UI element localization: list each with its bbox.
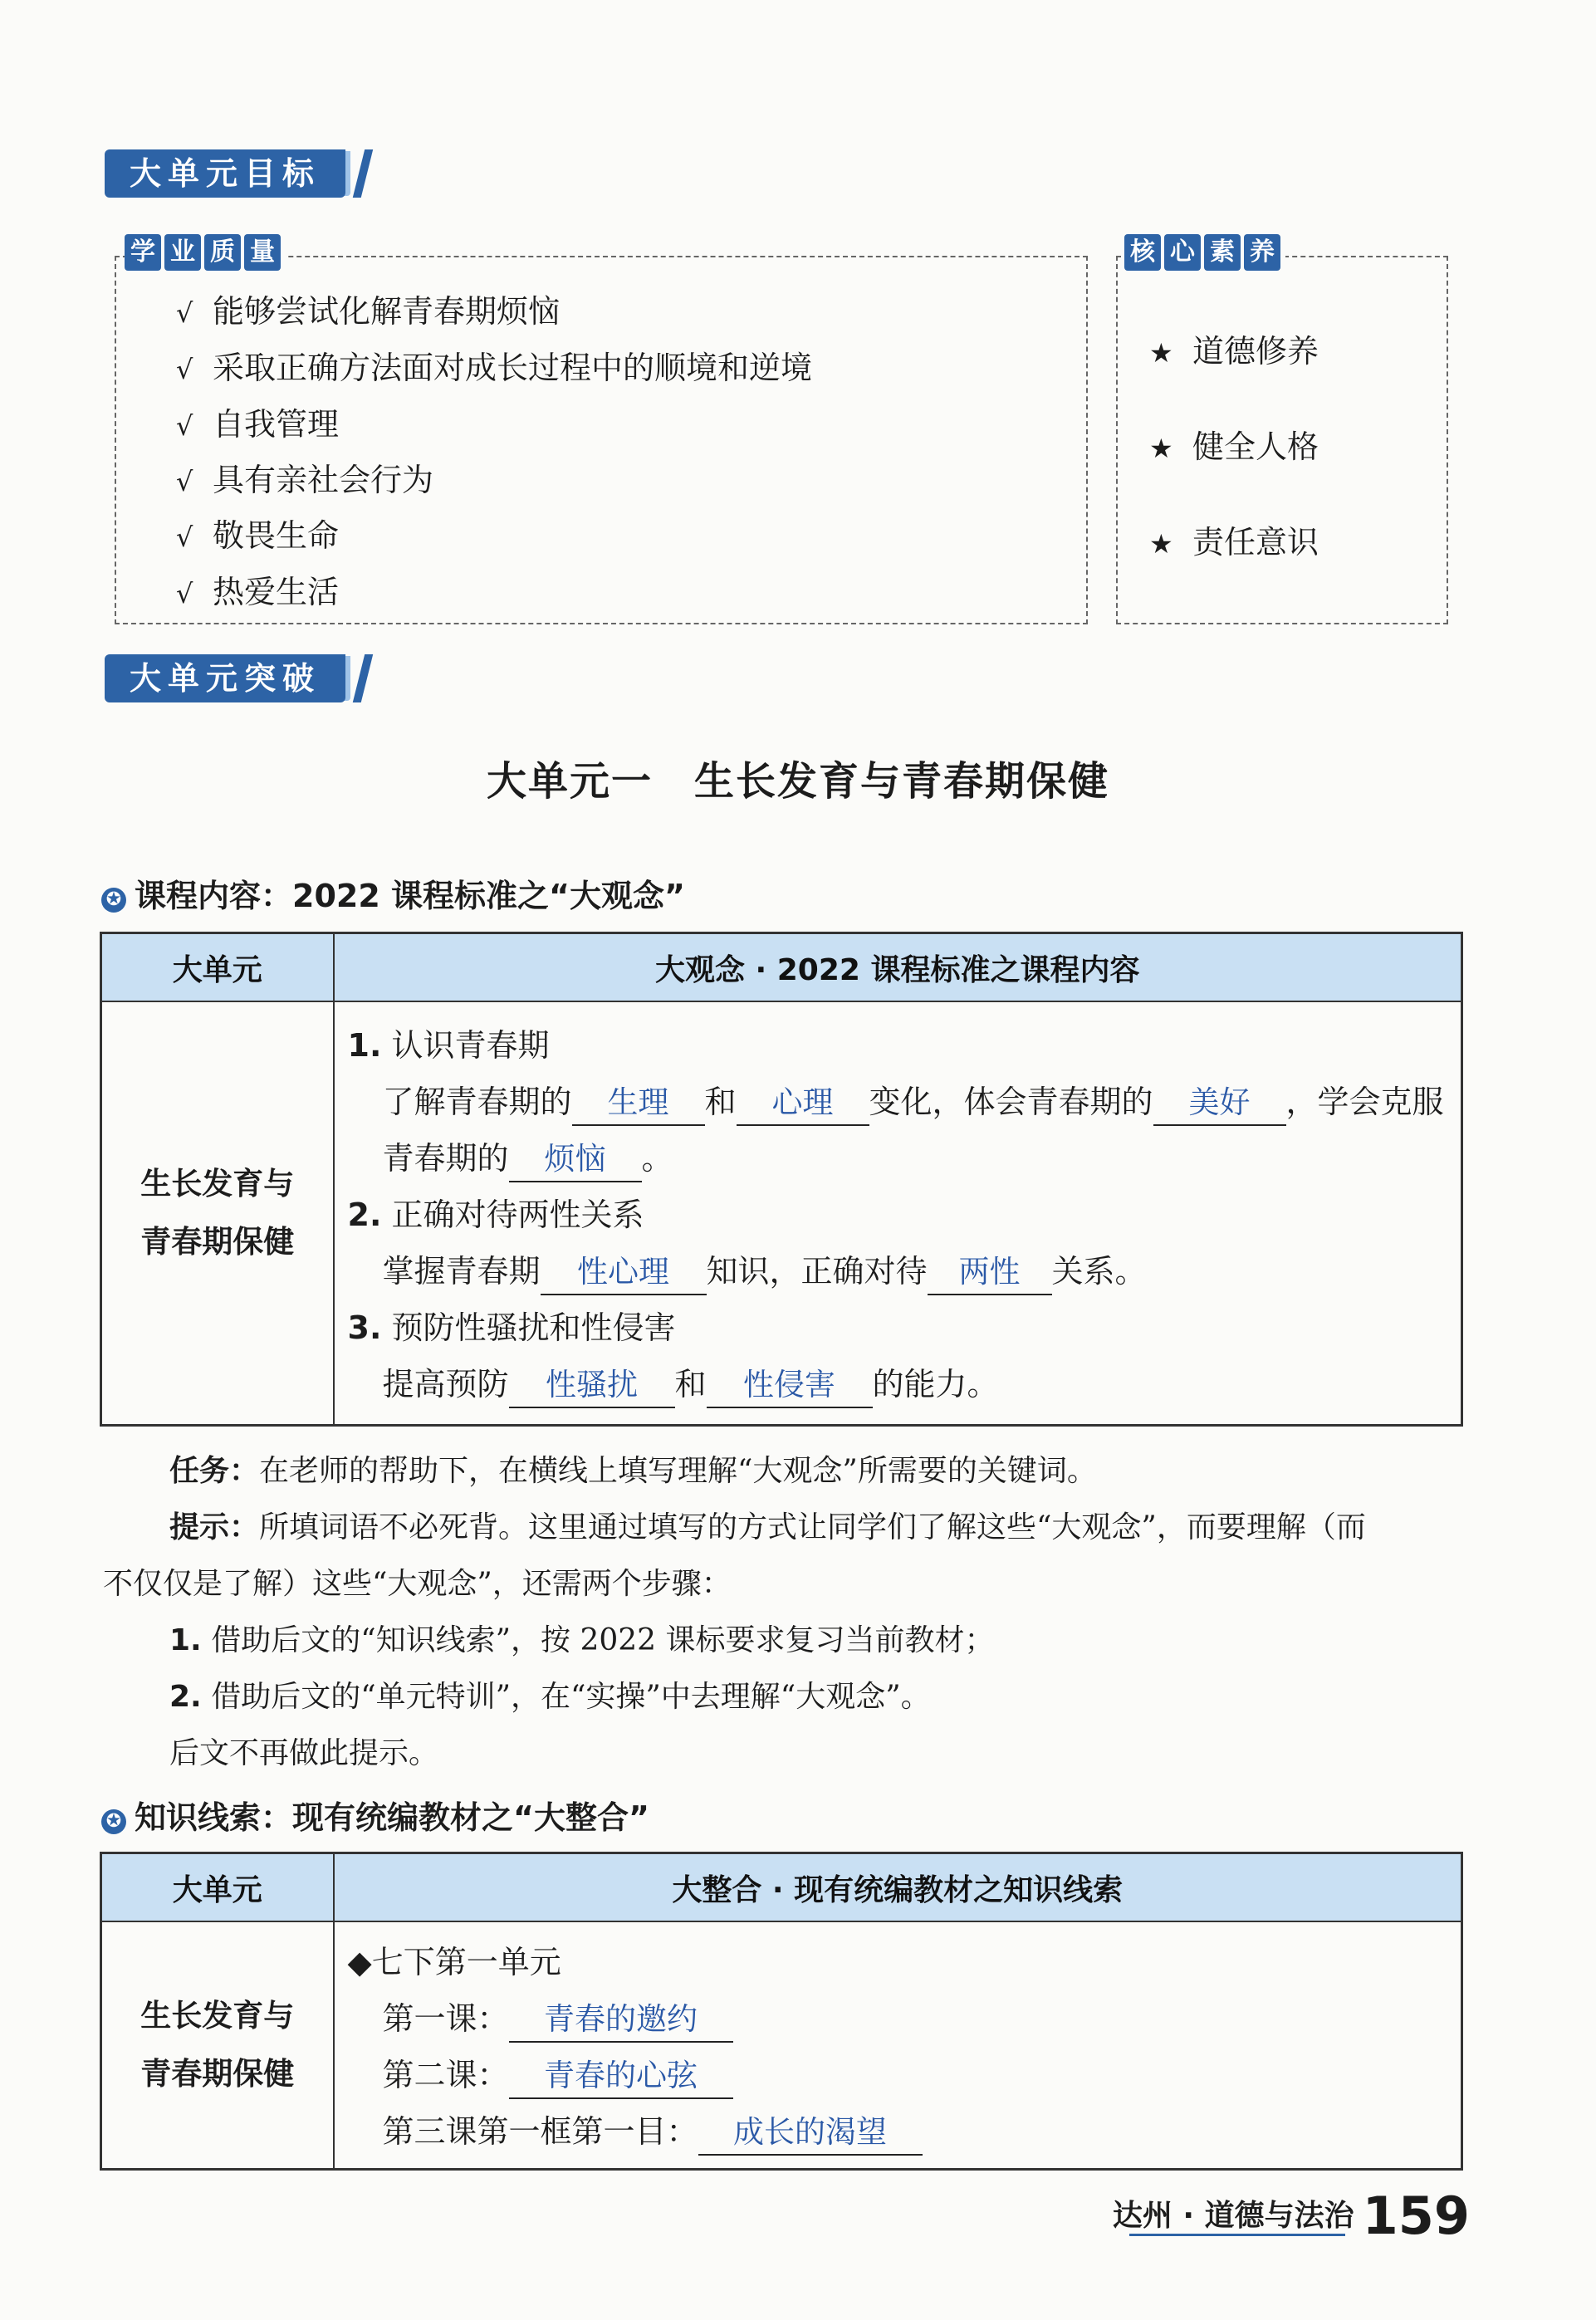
table-header: 大整合 · 现有统编教材之知识线索 bbox=[334, 1853, 1462, 1922]
answer-blank: 两性 bbox=[928, 1251, 1052, 1295]
page-footer bbox=[1113, 2185, 1470, 2246]
content-line: 青春期的 烦恼 。 bbox=[348, 1130, 1461, 1187]
lesson-line: 第二课： 青春的心弦 bbox=[348, 2047, 1461, 2103]
breakthrough-banner: 大单元突破 bbox=[105, 654, 345, 702]
hint-step: 1. 借助后文的“知识线索”，按 2022 课标要求复习当前教材； bbox=[169, 1623, 995, 1657]
knowledge-heading: ✪ 知识线索：现有统编教材之“大整合” bbox=[101, 1792, 649, 1838]
quality-item: √ 具有亲社会行为 bbox=[176, 459, 433, 502]
table-header: 大单元 bbox=[101, 933, 334, 1002]
quality-item: √ 敬畏生命 bbox=[176, 515, 339, 558]
quality-tags bbox=[125, 234, 286, 271]
content-item-title: 3. 预防性骚扰和性侵害 bbox=[347, 1309, 676, 1346]
quality-item: √ 能够尝试化解青春期烦恼 bbox=[176, 291, 560, 334]
hint-step: 2. 借助后文的“单元特训”，在“实操”中去理解“大观念”。 bbox=[169, 1680, 931, 1714]
literacy-tag: 养 bbox=[1244, 234, 1280, 271]
lesson-line: 第一课： 青春的邀约 bbox=[348, 1990, 1461, 2047]
unit-cell: 生长发育与 青春期保健 bbox=[101, 1001, 334, 1426]
content-line: 了解青春期的 生理 和 心理 变化，体会青春期的 美好 ，学会克服 bbox=[348, 1074, 1461, 1130]
content-item-title: 2. 正确对待两性关系 bbox=[347, 1197, 644, 1233]
quality-tag: 质 bbox=[204, 234, 241, 271]
quality-item: √ 热爱生活 bbox=[176, 571, 339, 614]
answer-blank: 性心理 bbox=[541, 1251, 707, 1295]
literacy-tag: 素 bbox=[1204, 234, 1241, 271]
answer-blank: 美好 bbox=[1153, 1081, 1286, 1126]
footer-region: 达州 · 道德与法治 bbox=[1112, 2199, 1354, 2233]
unit-title: 大单元一 生长发育与青春期保健 bbox=[486, 758, 1109, 805]
check-icon: √ bbox=[176, 410, 193, 442]
answer-blank: 青春的邀约 bbox=[509, 1998, 733, 2043]
lesson-line: 第三课第一框第一目： 成长的渴望 bbox=[348, 2103, 1461, 2160]
quality-item: √ 采取正确方法面对成长过程中的顺境和逆境 bbox=[176, 347, 812, 390]
quality-tag: 量 bbox=[244, 234, 281, 271]
answer-blank: 青春的心弦 bbox=[509, 2054, 733, 2099]
literacy-item: ★ 健全人格 bbox=[1149, 426, 1319, 469]
course-content-heading: ✪ 课程内容：2022 课程标准之“大观念” bbox=[101, 870, 685, 916]
answer-blank: 性骚扰 bbox=[509, 1363, 675, 1408]
answer-blank: 烦恼 bbox=[509, 1138, 642, 1182]
answer-blank: 心理 bbox=[737, 1081, 869, 1126]
answer-blank: 成长的渴望 bbox=[698, 2111, 923, 2156]
content-cell bbox=[334, 1921, 1462, 2170]
badge-icon: ✪ bbox=[101, 1809, 126, 1834]
check-icon: √ bbox=[176, 521, 193, 553]
check-icon: √ bbox=[176, 578, 193, 609]
star-icon: ★ bbox=[1149, 433, 1173, 464]
goals-banner: 大单元目标 bbox=[105, 149, 345, 198]
literacy-item: ★ 道德修养 bbox=[1149, 330, 1319, 374]
table-header: 大单元 bbox=[101, 1853, 334, 1922]
hint-text: 提示：所填词语不必死背。这里通过填写的方式让同学们了解这些“大观念”，而要理解（而 bbox=[169, 1510, 1366, 1544]
knowledge-table bbox=[100, 1852, 1463, 2171]
check-icon: √ bbox=[176, 466, 193, 497]
literacy-tag: 心 bbox=[1164, 234, 1201, 271]
content-item-title: 1. 认识青春期 bbox=[347, 1027, 550, 1064]
content-line: 掌握青春期 性心理 知识，正确对待 两性 关系。 bbox=[348, 1243, 1461, 1299]
table-header: 大观念 · 2022 课程标准之课程内容 bbox=[334, 933, 1462, 1002]
check-icon: √ bbox=[176, 297, 193, 329]
quality-item: √ 自我管理 bbox=[176, 404, 339, 447]
badge-icon: ✪ bbox=[101, 888, 126, 913]
content-cell bbox=[334, 1001, 1462, 1426]
quality-tag: 学 bbox=[125, 234, 161, 271]
check-icon: √ bbox=[176, 354, 193, 385]
star-icon: ★ bbox=[1149, 528, 1173, 560]
course-content-table bbox=[100, 932, 1463, 1427]
answer-blank: 生理 bbox=[572, 1081, 705, 1126]
answer-blank: 性侵害 bbox=[707, 1363, 873, 1408]
quality-tag: 业 bbox=[164, 234, 201, 271]
unit-cell: 生长发育与 青春期保健 bbox=[101, 1921, 334, 2170]
star-icon: ★ bbox=[1149, 337, 1173, 369]
footer-underline bbox=[1129, 2234, 1345, 2236]
hint-text-cont: 不仅仅是了解）这些“大观念”，还需两个步骤： bbox=[103, 1567, 732, 1601]
content-section: ◆七下第一单元 bbox=[347, 1944, 561, 1980]
literacy-tags bbox=[1124, 234, 1285, 271]
task-text: 任务：在老师的帮助下，在横线上填写理解“大观念”所需要的关键词。 bbox=[169, 1454, 1097, 1488]
literacy-item: ★ 责任意识 bbox=[1149, 521, 1319, 565]
content-line: 提高预防 性骚扰 和 性侵害 的能力。 bbox=[348, 1356, 1461, 1412]
page-number: 159 bbox=[1362, 2185, 1470, 2246]
literacy-tag: 核 bbox=[1124, 234, 1161, 271]
hint-closing: 后文不再做此提示。 bbox=[169, 1736, 439, 1770]
